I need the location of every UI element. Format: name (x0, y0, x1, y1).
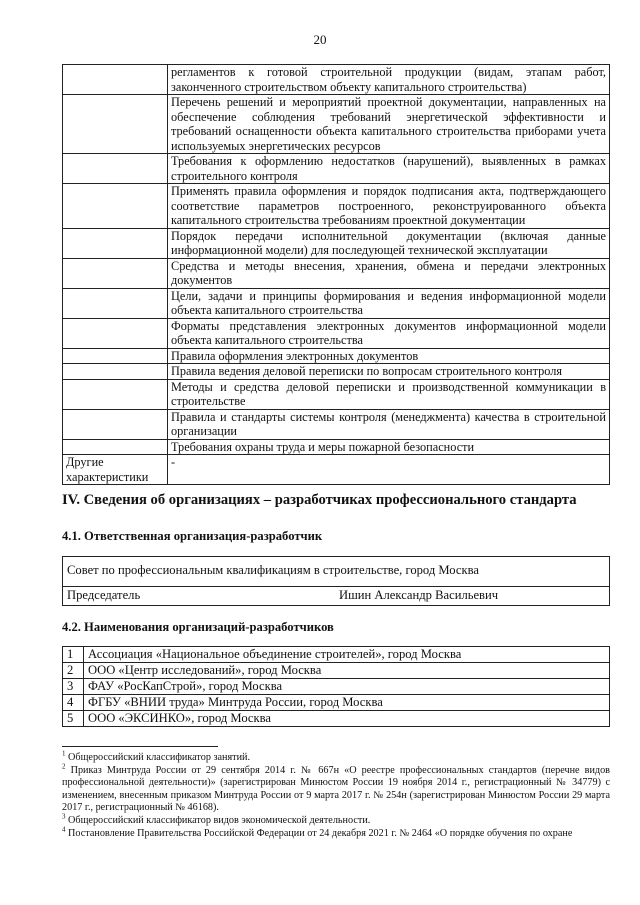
table-cell-text: регламентов к готовой строительной продукции (видам, этапам работ, законченного строительством объекту капитального строительства) (168, 65, 610, 95)
responsible-org-box (62, 556, 610, 606)
footnote (62, 812, 610, 828)
table-cell-label (63, 95, 168, 154)
table-cell-text: Форматы представления электронных документов информационной модели объекта капитального строительства (168, 318, 610, 348)
table-row (63, 663, 610, 679)
table-cell-label (63, 348, 168, 364)
table-cell-text: Правила оформления электронных документов (168, 348, 610, 364)
table-row (63, 65, 610, 95)
footnote (62, 825, 610, 841)
table-row (63, 364, 610, 380)
table-cell-text: Применять правила оформления и порядок подписания акта, подтверждающего соответствие параметров построенного, реконструированного объекта капитального строительства требованиям проектной документации (168, 184, 610, 229)
table-row (63, 711, 610, 727)
table-cell-text: Порядок передачи исполнительной документации (включая данные информационной модели) для последующей технической эксплуатации (168, 228, 610, 258)
table-cell-label (63, 258, 168, 288)
footnote-mark: 3 (62, 812, 66, 821)
footnote (62, 762, 610, 815)
table-cell-label (63, 65, 168, 95)
table-cell-text: Методы и средства деловой переписки и производственной коммуникации в строительстве (168, 379, 610, 409)
table-cell-label (63, 409, 168, 439)
footnote-text: Приказ Минтруда России от 29 сентября 2014 г. № 667н «О реестре профессиональных стандартов (перечне видов профессиональной деятельности)» (зарегистрирован Минюстом России 19 ноября 2014 г., регистрационный № 34779) с изменением, внесенным приказом Минтруда России от 9 марта 2017 г. № 254н (зарегистрирован Минюстом России 29 марта 2017 г., регистрационный № 46168). (62, 764, 610, 814)
table-row (63, 154, 610, 184)
table-cell-label (63, 228, 168, 258)
footnote-mark: 1 (62, 749, 66, 758)
org-name: ООО «Центр исследований», город Москва (84, 663, 610, 679)
table-cell-text: Цели, задачи и принципы формирования и ведения информационной модели объекта капитального строительства (168, 288, 610, 318)
footnote-mark: 2 (62, 762, 66, 771)
table-row (63, 258, 610, 288)
table-row (63, 288, 610, 318)
row-number: 3 (63, 679, 84, 695)
table-row (63, 318, 610, 348)
table-cell-text: Правила и стандарты системы контроля (менеджмента) качества в строительной организации (168, 409, 610, 439)
footnote-text: Общероссийский классификатор занятий. (65, 752, 251, 763)
row-number: 1 (63, 647, 84, 663)
table-cell-label (63, 184, 168, 229)
responsible-org-heading: 4.1. Ответственная организация-разработчик (62, 529, 323, 543)
table-cell-text: Правила ведения деловой переписки по вопросам строительного контроля (168, 364, 610, 380)
table-cell-label (63, 439, 168, 455)
footnote-divider (62, 746, 218, 747)
table-row (63, 348, 610, 364)
table-cell-label (63, 154, 168, 184)
table-row (63, 647, 610, 663)
chairman-row (63, 587, 609, 605)
chairman-name: Ишин Александр Васильевич (339, 588, 499, 602)
table-cell-text: Требования к оформлению недостатков (нарушений), выявленных в рамках строительного контроля (168, 154, 610, 184)
table-cell-text: Перечень решений и мероприятий проектной документации, направленных на обеспечение соблюдения требований энергетической эффективности и требований оснащенности объекта капитального строительства приборами учета используемых энергетических ресурсов (168, 95, 610, 154)
footnote-text: Постановление Правительства Российской Федерации от 24 декабря 2021 г. № 2464 «О порядке обучения по охране (65, 827, 573, 839)
org-name: ФГБУ «ВНИИ труда» Минтруда России, город Москва (84, 695, 610, 711)
row-number: 2 (63, 663, 84, 679)
table-row (63, 695, 610, 711)
table-row (63, 679, 610, 695)
chairman-label: Председатель (67, 588, 141, 602)
table-row (63, 439, 610, 455)
table-cell-label (63, 364, 168, 380)
row-number: 4 (63, 695, 84, 711)
table-row (63, 184, 610, 229)
page-number: 20 (313, 32, 327, 47)
responsible-org-name: Совет по профессиональным квалификациям в строительстве, город Москва (63, 557, 609, 587)
footnote (62, 749, 610, 765)
table-cell-text: Средства и методы внесения, хранения, обмена и передачи электронных документов (168, 258, 610, 288)
footnote-mark: 4 (62, 825, 66, 834)
developer-orgs-heading: 4.2. Наименования организаций-разработчиков (62, 620, 334, 634)
table-cell-label: Другие характеристики (63, 455, 168, 485)
table-row (63, 379, 610, 409)
org-name: Ассоциация «Национальное объединение строителей», город Москва (84, 647, 610, 663)
table-cell-text: - (168, 455, 610, 485)
row-number: 5 (63, 711, 84, 727)
org-name: ООО «ЭКСИНКО», город Москва (84, 711, 610, 727)
table-cell-label (63, 288, 168, 318)
org-name: ФАУ «РосКапСтрой», город Москва (84, 679, 610, 695)
developer-orgs-table (62, 646, 610, 727)
table-row (63, 95, 610, 154)
footnote-text: Общероссийский классификатор видов экономической деятельности. (65, 814, 371, 826)
table-cell-text: Требования охраны труда и меры пожарной безопасности (168, 439, 610, 455)
requirements-table (62, 64, 610, 485)
table-row (63, 409, 610, 439)
section-heading: IV. Сведения об организациях – разработчиках профессионального стандарта (62, 492, 577, 508)
table-cell-label (63, 379, 168, 409)
table-row (63, 455, 610, 485)
table-row (63, 228, 610, 258)
table-cell-label (63, 318, 168, 348)
footnotes (62, 749, 610, 840)
